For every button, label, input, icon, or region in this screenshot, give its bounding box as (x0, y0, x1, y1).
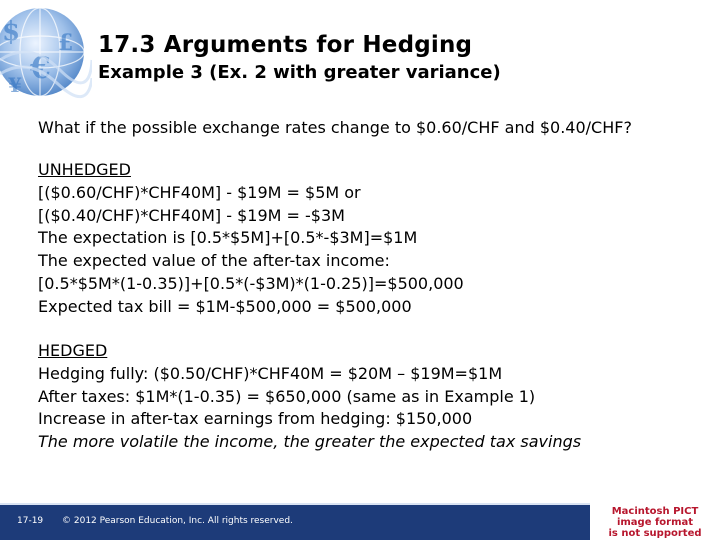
copyright-notice: © 2012 Pearson Education, Inc. All rights reserved. (62, 516, 293, 526)
unhedged-heading: UNHEDGED (38, 160, 131, 179)
placeholder-text: is not supported (608, 528, 702, 539)
unsupported-image-placeholder (590, 503, 720, 540)
hedged-line: After taxes: $1M*(1-0.35) = $650,000 (same as in Example 1) (38, 386, 536, 406)
hedged-line: Hedging fully: ($0.50/CHF)*CHF40M = $20M – $19M=$1M (38, 363, 503, 383)
svg-text:¥: ¥ (8, 73, 22, 97)
placeholder-text: Macintosh PICT (611, 506, 699, 517)
svg-text:€: € (30, 51, 51, 86)
svg-text:£: £ (58, 30, 74, 56)
slide-subtitle: Example 3 (Ex. 2 with greater variance) (98, 62, 501, 83)
unhedged-line: [($0.40/CHF)*CHF40M] - $19M = -$3M (38, 205, 345, 225)
unhedged-line: [($0.60/CHF)*CHF40M] - $19M = $5M or (38, 182, 361, 202)
hedged-section (38, 340, 581, 454)
footer-divider (0, 503, 590, 505)
placeholder-text: image format (616, 517, 694, 528)
hedged-heading: HEDGED (38, 341, 108, 360)
currency-globe-logo (0, 0, 92, 100)
question-text: What if the possible exchange rates change to $0.60/CHF and $0.40/CHF? (38, 118, 632, 137)
unhedged-line: [0.5*$5M*(1-0.35)]+[0.5*(-$3M)*(1-0.25)]=$500,000 (38, 273, 464, 293)
unhedged-line: Expected tax bill = $1M-$500,000 = $500,000 (38, 296, 412, 316)
unhedged-line: The expectation is [0.5*$5M]+[0.5*-$3M]=$1M (38, 228, 418, 248)
slide-number: 17-19 (17, 516, 44, 526)
unhedged-section (38, 159, 464, 319)
hedged-conclusion: The more volatile the income, the greater the expected tax savings (38, 432, 582, 452)
hedged-line: Increase in after-tax earnings from hedging: $150,000 (38, 409, 473, 429)
slide-title: 17.3 Arguments for Hedging (98, 32, 473, 58)
svg-text:$: $ (2, 17, 21, 47)
unhedged-line: The expected value of the after-tax income: (38, 251, 390, 271)
